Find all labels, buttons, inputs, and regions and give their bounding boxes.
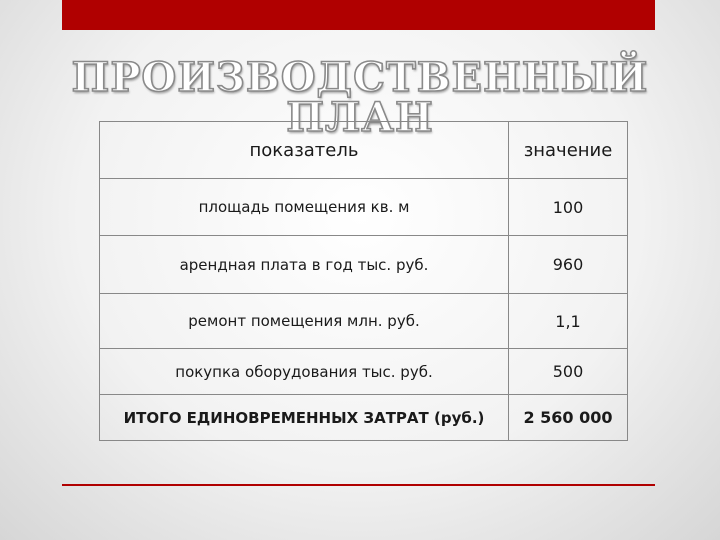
row-value: 100 (509, 179, 628, 236)
total-value: 2 560 000 (509, 395, 628, 441)
production-plan-table (99, 121, 628, 441)
row-label: покупка оборудования тыс. руб. (100, 349, 509, 395)
total-label: ИТОГО ЕДИНОВРЕМЕННЫХ ЗАТРАТ (руб.) (100, 395, 509, 441)
table-row (100, 236, 628, 294)
row-value: 960 (509, 236, 628, 294)
header-indicator: показатель (100, 122, 509, 179)
table-header-row (100, 122, 628, 179)
slide-title: ПРОИЗВОДСТВЕННЫЙ ПЛАН (71, 54, 649, 141)
top-accent-bar (62, 0, 655, 30)
row-label: площадь помещения кв. м (100, 179, 509, 236)
row-value: 1,1 (509, 294, 628, 349)
table-total-row (100, 395, 628, 441)
row-label: арендная плата в год тыс. руб. (100, 236, 509, 294)
bottom-accent-line (62, 484, 655, 486)
table-row (100, 294, 628, 349)
row-value: 500 (509, 349, 628, 395)
table-row (100, 349, 628, 395)
table-row (100, 179, 628, 236)
header-value: значение (509, 122, 628, 179)
row-label: ремонт помещения млн. руб. (100, 294, 509, 349)
